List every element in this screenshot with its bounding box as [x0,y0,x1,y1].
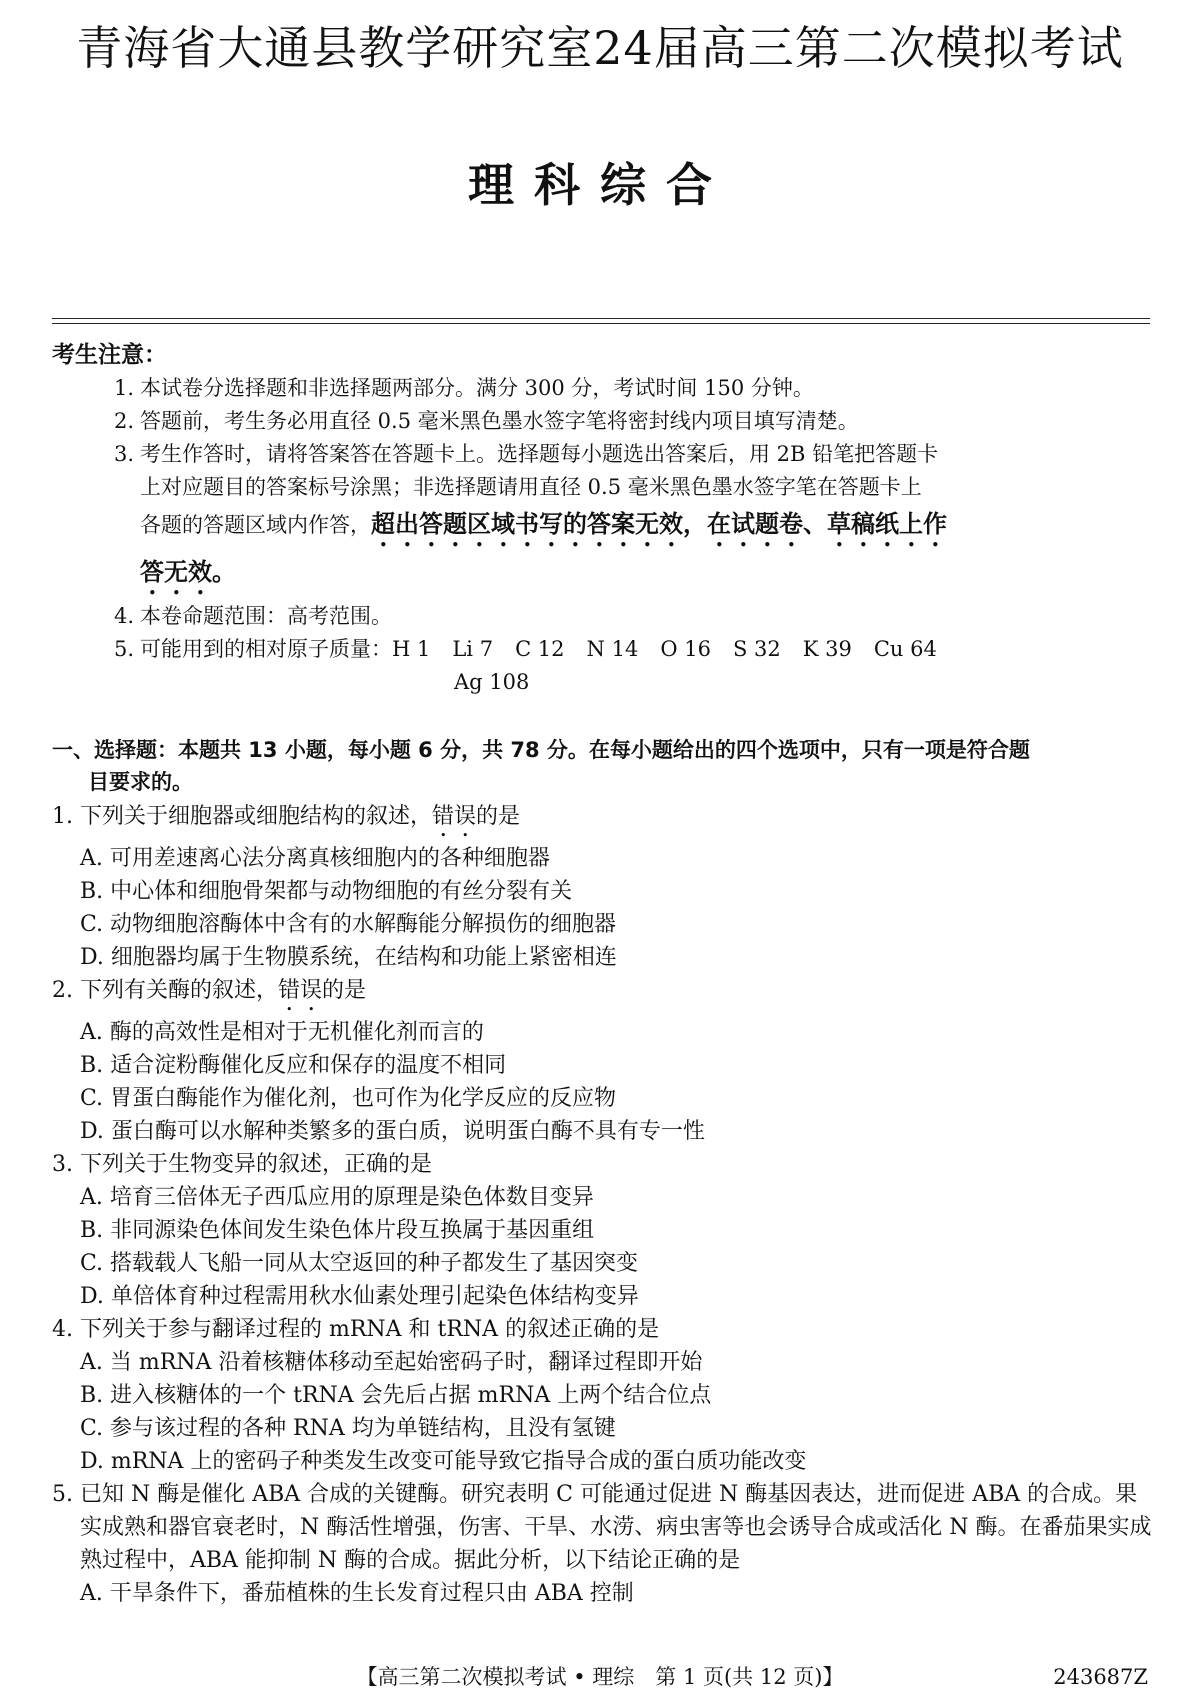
option-d: D. 单倍体育种过程需用秋水仙素处理引起染色体结构变异 [80,1284,639,1309]
option-b: B. 适合淀粉酶催化反应和保存的温度不相同 [80,1053,507,1078]
notice-text: 各题的答题区域内作答， [140,513,371,537]
question-stem-text: 1. 下列关于细胞器或细胞结构的叙述， [52,804,432,829]
notice-item [114,405,1154,438]
atomic-mass: Cu 64 [873,637,937,661]
exam-title: 青海省大通县教学研究室24届高三第二次模拟考试 [76,21,1124,75]
question-stem [52,800,1152,842]
option-b: B. 进入核糖体的一个 tRNA 会先后占据 mRNA 上两个结合位点 [80,1383,712,1408]
notice-number: 4. [114,604,135,628]
section-heading-text: 一、选择题：本题共 13 小题，每小题 6 分，共 78 分。在每小题给出的四个选项中，只有一项是符合题 [52,738,1030,762]
option-c: C. 参与该过程的各种 RNA 均为单链结构，且没有氢键 [80,1416,616,1441]
notice-text: 本卷命题范围：高考范围。 [140,604,392,628]
notice-text: 上对应题目的答案标号涂黑；非选择题请用直径 0.5 毫米黑色墨水签字笔在答题卡上 [140,475,922,499]
option-c: C. 胃蛋白酶能作为催化剂，也可作为化学反应的反应物 [80,1086,617,1111]
section-heading-text: 目要求的。 [88,770,193,794]
atomic-mass: Ag 108 [454,670,530,694]
question-stem-text: 的是 [476,804,521,829]
question-stem-text: 的是 [322,978,367,1003]
option-c: C. 搭载载人飞船一同从太空返回的种子都发生了基因突变 [80,1251,639,1276]
question-5 [52,1478,1152,1610]
question-stem: 4. 下列关于参与翻译过程的 mRNA 和 tRNA 的叙述正确的是 [52,1317,660,1342]
atomic-mass: S 32 [732,637,781,661]
notice-item [114,633,1154,699]
option-a: A. 可用差速离心法分离真核细胞内的各种细胞器 [80,846,550,871]
notice-text-line [114,552,1154,600]
question-stem-emphasis: 错误 [432,804,477,829]
question-stem [52,974,1152,1016]
question-stem-emphasis: 错误 [277,978,322,1003]
notice-item [114,372,1154,405]
question-list [52,800,1152,1610]
atomic-mass: O 16 [660,637,711,661]
option-d: D. mRNA 上的密码子种类发生改变可能导致它指导合成的蛋白质功能改变 [80,1449,807,1474]
question-stem: 3. 下列关于生物变异的叙述，正确的是 [52,1152,432,1177]
question-stem-text: 2. 下列有关酶的叙述， [52,978,278,1003]
notice-number: 2. [114,409,135,433]
option-b: B. 非同源染色体间发生染色体片段互换属于基因重组 [80,1218,595,1243]
option-b: B. 中心体和细胞骨架都与动物细胞的有丝分裂有关 [80,879,573,904]
option-a: A. 培育三倍体无子西瓜应用的原理是染色体数目变异 [80,1185,594,1210]
atomic-mass: H 1 [392,637,431,661]
question-4 [52,1313,1152,1478]
double-rule-divider [52,318,1150,324]
notice-text: 本试卷分选择题和非选择题两部分。满分 300 分，考试时间 150 分钟。 [140,376,814,400]
question-2 [52,974,1152,1148]
notice-item [114,438,1154,600]
question-stem: 5. 已知 N 酶是催化 ABA 合成的关键酶。研究表明 C 可能通过促进 N 酶基因表达，进而促进 ABA 的合成。果实成熟和器官衰老时，N 酶活性增强，伤害、干旱、水涝、病虫害等也会诱导合成或活化 N 酶。在番茄果实成熟过程中，ABA 能抑制 N 酶的合成。据此分析，以下结论正确的是 [52,1482,1152,1573]
option-d: D. 细胞器均属于生物膜系统，在结构和功能上紧密相连 [80,945,617,970]
atomic-mass: N 14 [586,637,639,661]
option-c: C. 动物细胞溶酶体中含有的水解酶能分解损伤的细胞器 [80,912,617,937]
atomic-mass: Li 7 [452,637,494,661]
subject-title: 理科综合 [468,158,732,212]
notice-text: 考生作答时，请将答案答在答题卡上。选择题每小题选出答案后，用 2B 铅笔把答题卡 [140,442,939,466]
question-1 [52,800,1152,974]
section-heading [52,734,1152,798]
invalid-answer-warning: 超出答题区域书写的答案无效，在试题卷、草稿纸上作 [371,510,947,538]
question-3 [52,1148,1152,1313]
notice-heading: 考生注意： [52,342,167,368]
invalid-answer-warning: 答无效。 [140,558,236,586]
notice-text: 答题前，考生务必用直径 0.5 毫米黑色墨水签字笔将密封线内项目填写清楚。 [140,409,859,433]
option-a: A. 干旱条件下，番茄植株的生长发育过程只由 ABA 控制 [80,1581,634,1606]
option-d: D. 蛋白酶可以水解种类繁多的蛋白质，说明蛋白酶不具有专一性 [80,1119,705,1144]
footer-page-info: 【高三第二次模拟考试 • 理综 第 1 页(共 12 页)】 [356,1665,844,1689]
atomic-mass: C 12 [515,637,565,661]
atomic-mass: K 39 [802,637,852,661]
notice-number: 5. [114,637,135,661]
notice-number: 3. [114,442,135,466]
notice-number: 1. [114,376,135,400]
option-a: A. 酶的高效性是相对于无机催化剂而言的 [80,1020,484,1045]
footer-exam-code: 243687Z [1053,1665,1148,1689]
notice-text: 可能用到的相对原子质量： [140,637,392,661]
option-a: A. 当 mRNA 沿着核糖体移动至起始密码子时，翻译过程即开始 [80,1350,703,1375]
notice-item [114,600,1154,633]
notice-list [114,372,1154,699]
notice-text-line [114,504,1154,552]
